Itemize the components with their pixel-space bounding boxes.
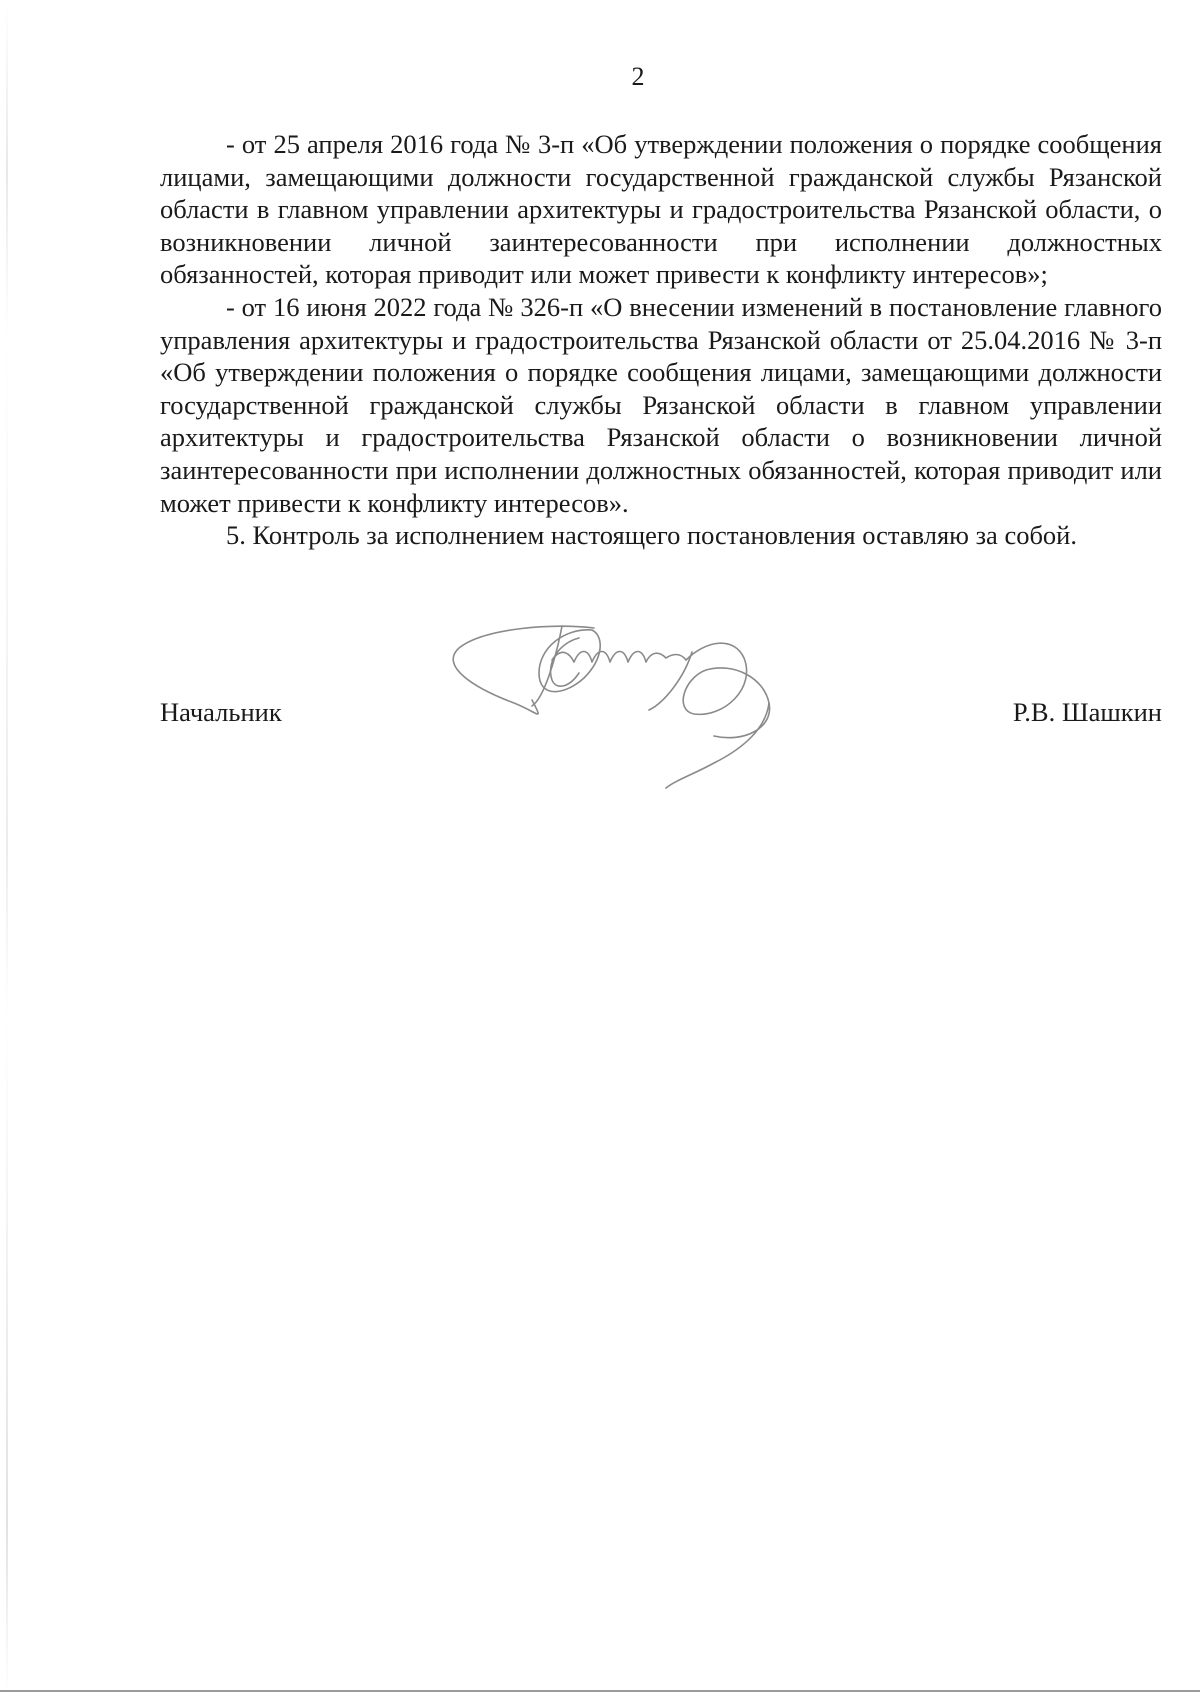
signatory-position: Начальник [160, 697, 282, 727]
signatory-name: Р.В. Шашкин [1012, 697, 1162, 727]
scan-edge-bottom [0, 1690, 1200, 1692]
signature-block [160, 696, 1162, 732]
paragraph-decree-2016: - от 25 апреля 2016 года № 3-п «Об утверждении положения о порядке сообщения лицами, замещающими должности государственной гражданской службы Рязанской области в главном управлении архитектуры и градостроительства Рязанской области, о возникновении личной заинтересованности при исполнении должностных обязанностей, которая приводит или может привести к конфликту интересов»; [160, 129, 1162, 290]
scan-edge-left [6, 0, 8, 1697]
paragraph-control-clause: 5. Контроль за исполнением настоящего постановления оставляю за собой. [226, 520, 1077, 551]
document-body [160, 128, 1162, 552]
page-number: 2 [631, 62, 645, 91]
paragraph-decree-2022: - от 16 июня 2022 года № 326-п «О внесении изменений в постановление главного управления архитектуры и градостроительства Рязанской области от 25.04.2016 № 3-п «Об утверждении положения о порядке сообщения лицами, замещающими должности государственной гражданской службы Рязанской области в главном управлении архитектуры и градостроительства Рязанской области о возникновении личной заинтересованности при исполнении должностных обязанностей, которая приводит или может привести к конфликту интересов». [160, 291, 1162, 518]
